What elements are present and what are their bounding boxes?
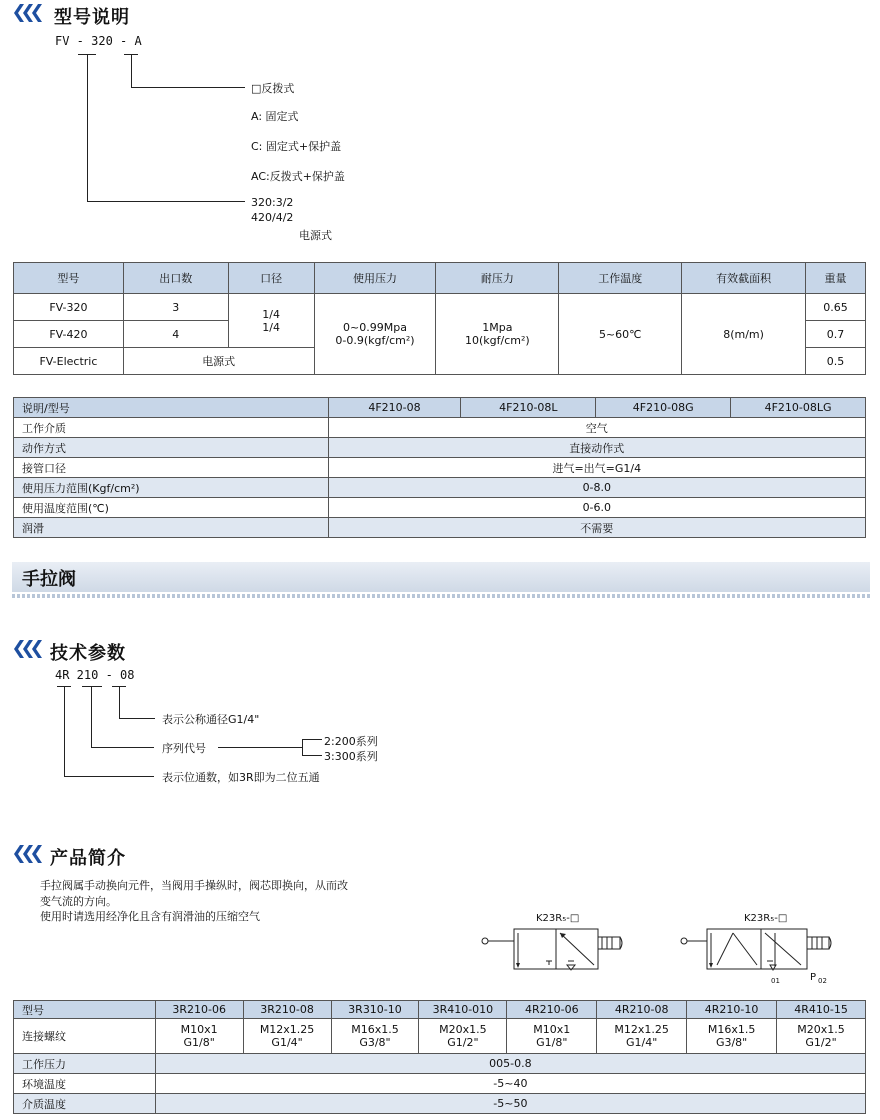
chevron-icon — [12, 845, 46, 863]
row-label: 工作压力 — [14, 1054, 156, 1074]
cell-outlets: 4 — [123, 321, 228, 348]
row-value: 005-0.8 — [155, 1054, 865, 1074]
row-value: 0-6.0 — [328, 498, 865, 518]
option-text: A: 固定式 — [251, 110, 299, 123]
model-code: FV - 320 - A — [55, 34, 142, 48]
series-text: 2:200系列 — [324, 735, 378, 748]
chevron-icon — [12, 640, 46, 658]
thread-cell: M12x1.25 G1/4" — [597, 1019, 687, 1054]
th-4f210-08lg: 4F210-08LG — [731, 398, 866, 418]
row-value: 0-8.0 — [328, 478, 865, 498]
row-label: 连接螺纹 — [14, 1019, 156, 1054]
th-4f210-08g: 4F210-08G — [596, 398, 731, 418]
spec-table-4f — [13, 397, 866, 538]
th-model-code: 4R210-10 — [687, 1001, 777, 1019]
th-desc: 说明/型号 — [14, 398, 329, 418]
power-text: 电源式 — [299, 229, 332, 242]
thread-cell: M16x1.5 G3/8" — [331, 1019, 419, 1054]
thread-cell: M10x1 G1/8" — [155, 1019, 243, 1054]
th-model: 型号 — [14, 1001, 156, 1019]
port-label: P — [810, 972, 817, 983]
cell-weight: 0.5 — [806, 348, 866, 375]
th-proof: 耐压力 — [436, 263, 559, 294]
series-text: 3:300系列 — [324, 750, 378, 763]
pressure-line: 0-0.9(kgf/cm²) — [335, 334, 415, 347]
port-label: 02 — [818, 977, 827, 985]
valve-symbol-3r — [476, 925, 656, 975]
row-label: 使用压力范围(Kgf/cm²) — [14, 478, 329, 498]
row-value: -5~40 — [155, 1074, 865, 1094]
th-model: 型号 — [14, 263, 124, 294]
cell-port — [228, 294, 314, 348]
cell-model: FV-420 — [14, 321, 124, 348]
chevron-icon — [12, 4, 46, 22]
cell-area: 8(m/m) — [682, 294, 806, 375]
tech-desc-2: 序列代号 — [162, 742, 206, 755]
thread-cell: M16x1.5 G3/8" — [687, 1019, 777, 1054]
cell-outlets: 电源式 — [123, 348, 314, 375]
section-title-intro: 产品简介 — [50, 848, 126, 869]
th-4f210-08l: 4F210-08L — [461, 398, 596, 418]
port-label: 01 — [771, 977, 780, 985]
thread-cell: M10x1 G1/8" — [507, 1019, 597, 1054]
valve-symbol-label: K23R₅-□ — [536, 913, 580, 924]
cell-model: FV-Electric — [14, 348, 124, 375]
intro-text: 手拉阀属手动换向元件，当阀用手操纵时，阀芯即换向，从而改 — [40, 879, 348, 892]
row-label: 使用温度范围(℃) — [14, 498, 329, 518]
proof-line: 10(kgf/cm²) — [465, 334, 530, 347]
th-temp: 工作温度 — [559, 263, 682, 294]
intro-text: 变气流的方向。 — [40, 895, 117, 908]
spec-table-4r — [13, 1000, 866, 1114]
th-model-code: 4R210-06 — [507, 1001, 597, 1019]
row-value: 进气=出气=G1/4 — [328, 458, 865, 478]
row-label: 介质温度 — [14, 1094, 156, 1114]
row-value: 空气 — [328, 418, 865, 438]
thread-cell: M12x1.25 G1/4" — [243, 1019, 331, 1054]
valve-symbol-4r — [675, 925, 865, 985]
cell-weight: 0.65 — [806, 294, 866, 321]
row-label: 润滑 — [14, 518, 329, 538]
banner-title: 手拉阀 — [22, 569, 76, 590]
row-label: 环境温度 — [14, 1074, 156, 1094]
cell-outlets: 3 — [123, 294, 228, 321]
port-line: 1/4 — [262, 320, 280, 334]
th-model-code: 4R210-08 — [597, 1001, 687, 1019]
thread-cell: M20x1.5 G1/2" — [419, 1019, 507, 1054]
th-model-code: 3R210-06 — [155, 1001, 243, 1019]
th-pressure: 使用压力 — [314, 263, 436, 294]
row-value: -5~50 — [155, 1094, 865, 1114]
row-value: 不需要 — [328, 518, 865, 538]
cell-weight: 0.7 — [806, 321, 866, 348]
spec-table-fv — [13, 262, 866, 375]
th-weight: 重量 — [806, 263, 866, 294]
port-line: 1/4 — [262, 307, 280, 321]
option-text: AC:反拨式+保护盖 — [251, 170, 345, 183]
port-text: 420/4/2 — [251, 211, 294, 224]
port-text: 320:3/2 — [251, 196, 294, 209]
cell-proof — [436, 294, 559, 375]
option-text: C: 固定式+保护盖 — [251, 140, 342, 153]
banner-divider — [12, 594, 870, 598]
th-model-code: 3R310-10 — [331, 1001, 419, 1019]
intro-text: 使用时请选用经净化且含有润滑油的压缩空气 — [40, 910, 260, 923]
tech-desc-1: 表示公称通径G1/4" — [162, 713, 260, 726]
option-text: □反拨式 — [251, 82, 295, 95]
section-banner — [12, 562, 870, 592]
th-model-code: 3R210-08 — [243, 1001, 331, 1019]
valve-symbol-label: K23R₅-□ — [744, 913, 788, 924]
cell-model: FV-320 — [14, 294, 124, 321]
th-model-code: 4R410-15 — [777, 1001, 866, 1019]
th-area: 有效截面积 — [682, 263, 806, 294]
thread-cell: M20x1.5 G1/2" — [777, 1019, 866, 1054]
tech-code: 4R 210 - 08 — [55, 668, 135, 682]
section-title-tech: 技术参数 — [50, 643, 126, 664]
tech-desc-3: 表示位通数，如3R即为二位五通 — [162, 771, 320, 784]
row-label: 接管口径 — [14, 458, 329, 478]
pressure-line: 0~0.99Mpa — [343, 321, 407, 334]
row-value: 直接动作式 — [328, 438, 865, 458]
row-label: 动作方式 — [14, 438, 329, 458]
section-title-model: 型号说明 — [54, 7, 130, 28]
th-outlets: 出口数 — [123, 263, 228, 294]
th-4f210-08: 4F210-08 — [328, 398, 461, 418]
row-label: 工作介质 — [14, 418, 329, 438]
th-model-code: 3R410-010 — [419, 1001, 507, 1019]
cell-pressure — [314, 294, 436, 375]
th-port: 口径 — [228, 263, 314, 294]
proof-line: 1Mpa — [482, 321, 513, 334]
cell-temp: 5~60℃ — [559, 294, 682, 375]
